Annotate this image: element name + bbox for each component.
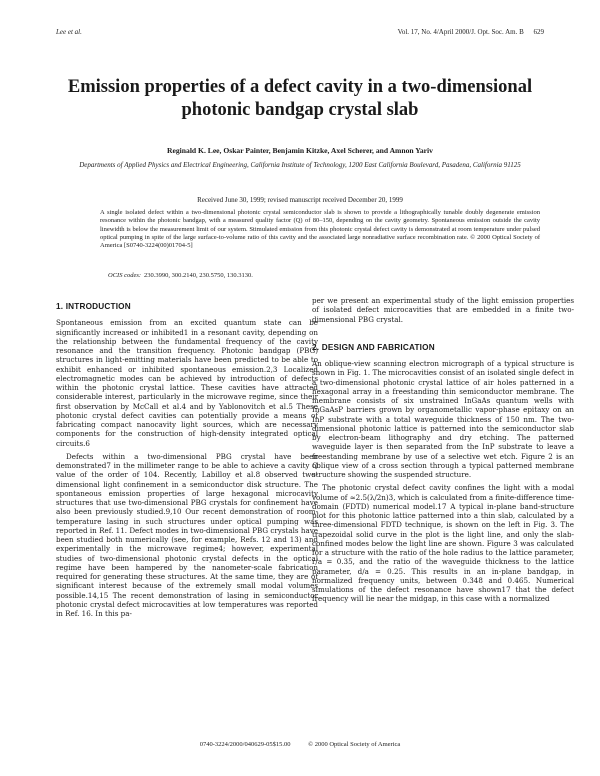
abstract-text: A single isolated defect within a two-dimensional photonic crystal semiconductor slab is shown to provide a lithographically tunable doubly degenerate emission resonance within the photonic bandgap, with a measured quality factor (Q) of 80–150, depending on the cavity geometry. Spontaneous emission outside the cavity linewidth is below the measurement limit of our system. Stimulated emission from this photonic crystal defect cavity is demonstrated at room temperature under pulsed optical pumping in spite of the large surface-to-volume ratio of this cavity and the associated large nonradiative surface recombination rate. © 2000 Optical Society of America [S0740-3224(00)01704-5] [100, 209, 540, 250]
left-column [56, 296, 318, 622]
section-heading-introduction: 1. INTRODUCTION [56, 302, 131, 311]
header-authors: Lee et al. [56, 28, 82, 36]
author-affiliation: Departments of Applied Physics and Electrical Engineering, California Institute of Technology, 1200 East California Boulevard, Pasadena, California 91125 [79, 161, 521, 169]
header-journal-block [390, 28, 544, 36]
received-dates: Received June 30, 1999; revised manuscript received December 20, 1999 [197, 196, 403, 204]
author-list: Reginald K. Lee, Oskar Painter, Benjamin Kitzke, Axel Scherer, and Amnon Yariv [167, 146, 433, 155]
intro-paragraph-1: Spontaneous emission from an excited quantum state can be significantly increased or inhibited1 in a resonant cavity, depending on the relationship between the fundamental frequency of the cavity resonance and the transition frequency. Photonic bandgap (PBG) structures in light-emitting materials have been predicted to be able to exhibit enhanced or inhibited spontaneous emission.2,3 Localized electromagnetic modes can be achieved by introduction of defects within the photonic crystal lattice. These cavities have attracted considerable interest, particularly in the microwave regime, since their first observation by McCall et al.4 and by Yablonovitch et al.5 These photonic crystal defect cavities can potentially provide a means of fabricating compact nanocavity light sources, which are necessary components for the construction of high-density integrated optical circuits.6 [56, 318, 318, 448]
ocis-codes [108, 272, 253, 279]
ocis-label: OCIS codes: [108, 272, 142, 279]
intro-paragraph-2: Defects within a two-dimensional PBG crystal have been demonstrated7 in the millimeter range to be able to achieve a cavity Q value of the order of 104. Recently, Labilloy et al.8 observed two-dimensional light confinement in a semiconductor disk structure. The spontaneous emission properties of large hexagonal microcavity structures that use two-dimensional PBG crystals for confinement have also been previously studied.9,10 Our recent demonstration of room-temperature lasing in such structures under optical pumping was reported in Ref. 11. Defect modes in two-dimensional PBG crystals have been studied both numerically (see, for example, Refs. 12 and 13) and experimentally in the microwave regime4; however, experimental studies of two-dimensional photonic crystal defects in the optical regime have been hampered by the nanometer-scale fabrication required for generating these structures. At the same time, they are of significant interest because of the extremely small modal volumes possible.14,15 The recent demonstration of lasing in semiconductor photonic crystal defect microcavities at low temperatures was reported in Ref. 16. In this pa- [56, 451, 318, 618]
header-page-number: 629 [533, 28, 544, 36]
ocis-values: 230.3990, 300.2140, 230.5750, 130.3130. [144, 272, 253, 279]
footer-copyright: © 2000 Optical Society of America [308, 741, 401, 748]
article-title: Emission properties of a defect cavity in a two-dimensional photonic bandgap crystal slab [67, 77, 533, 120]
design-paragraph-1: An oblique-view scanning electron micrograph of a typical structure is shown in Fig. 1. The microcavities consist of an isolated single defect in a two-dimensional photonic crystal lattice of air holes patterned in a hexagonal array in a freestanding thin semiconductor membrane. The membrane consists of six unstrained InGaAs quantum wells with InGaAsP barriers grown by organometallic vapor-phase epitaxy on an InP substrate with a total waveguide thickness of 150 nm. The two-dimensional photonic lattice is patterned into the semiconductor slab by electron-beam lithography and dry etching. The patterned waveguide layer is then separated from the InP substrate to leave a freestanding membrane by use of a selective wet etch. Figure 2 is an oblique view of a cross section through a typical patterned membrane structure showing the suspended structure. [312, 359, 574, 479]
page-footer [0, 741, 600, 748]
footer-code: 0740-3224/2000/040629-05$15.00 [199, 741, 291, 748]
abstract [100, 209, 540, 250]
right-column [312, 296, 574, 608]
section-heading-design: 2. DESIGN AND FABRICATION [312, 342, 435, 352]
design-paragraph-2: The photonic crystal defect cavity confines the light with a modal volume of ≈2.5(λ/2n)3, which is calculated from a finite-difference time-domain (FDTD) numerical model.17 A typical in-plane band-structure plot for this photonic lattice patterned into a thin slab, calculated by a three-dimensional FDTD technique, is shown on the left in Fig. 3. The trapezoidal solid curve in the plot is the light line, and only the slab-confined modes below the light line are shown. Figure 3 was calculated for a structure with the ratio of the hole radius to the lattice parameter, r/a = 0.35, and the ratio of the waveguide thickness to the lattice parameter, d/a = 0.25. This results in an in-plane bandgap, in normalized frequency units, between 0.348 and 0.465. Numerical simulations of the defect resonance have shown17 that the defect frequency will lie near the midgap, in this case with a normalized [312, 483, 574, 604]
header-journal-info: Vol. 17, No. 4/April 2000/J. Opt. Soc. Am. B [397, 28, 524, 36]
intro-paragraph-3: per we present an experimental study of the light emission properties of isolated defect microcavities that are embedded in a finite two-dimensional PBG crystal. [312, 296, 574, 324]
